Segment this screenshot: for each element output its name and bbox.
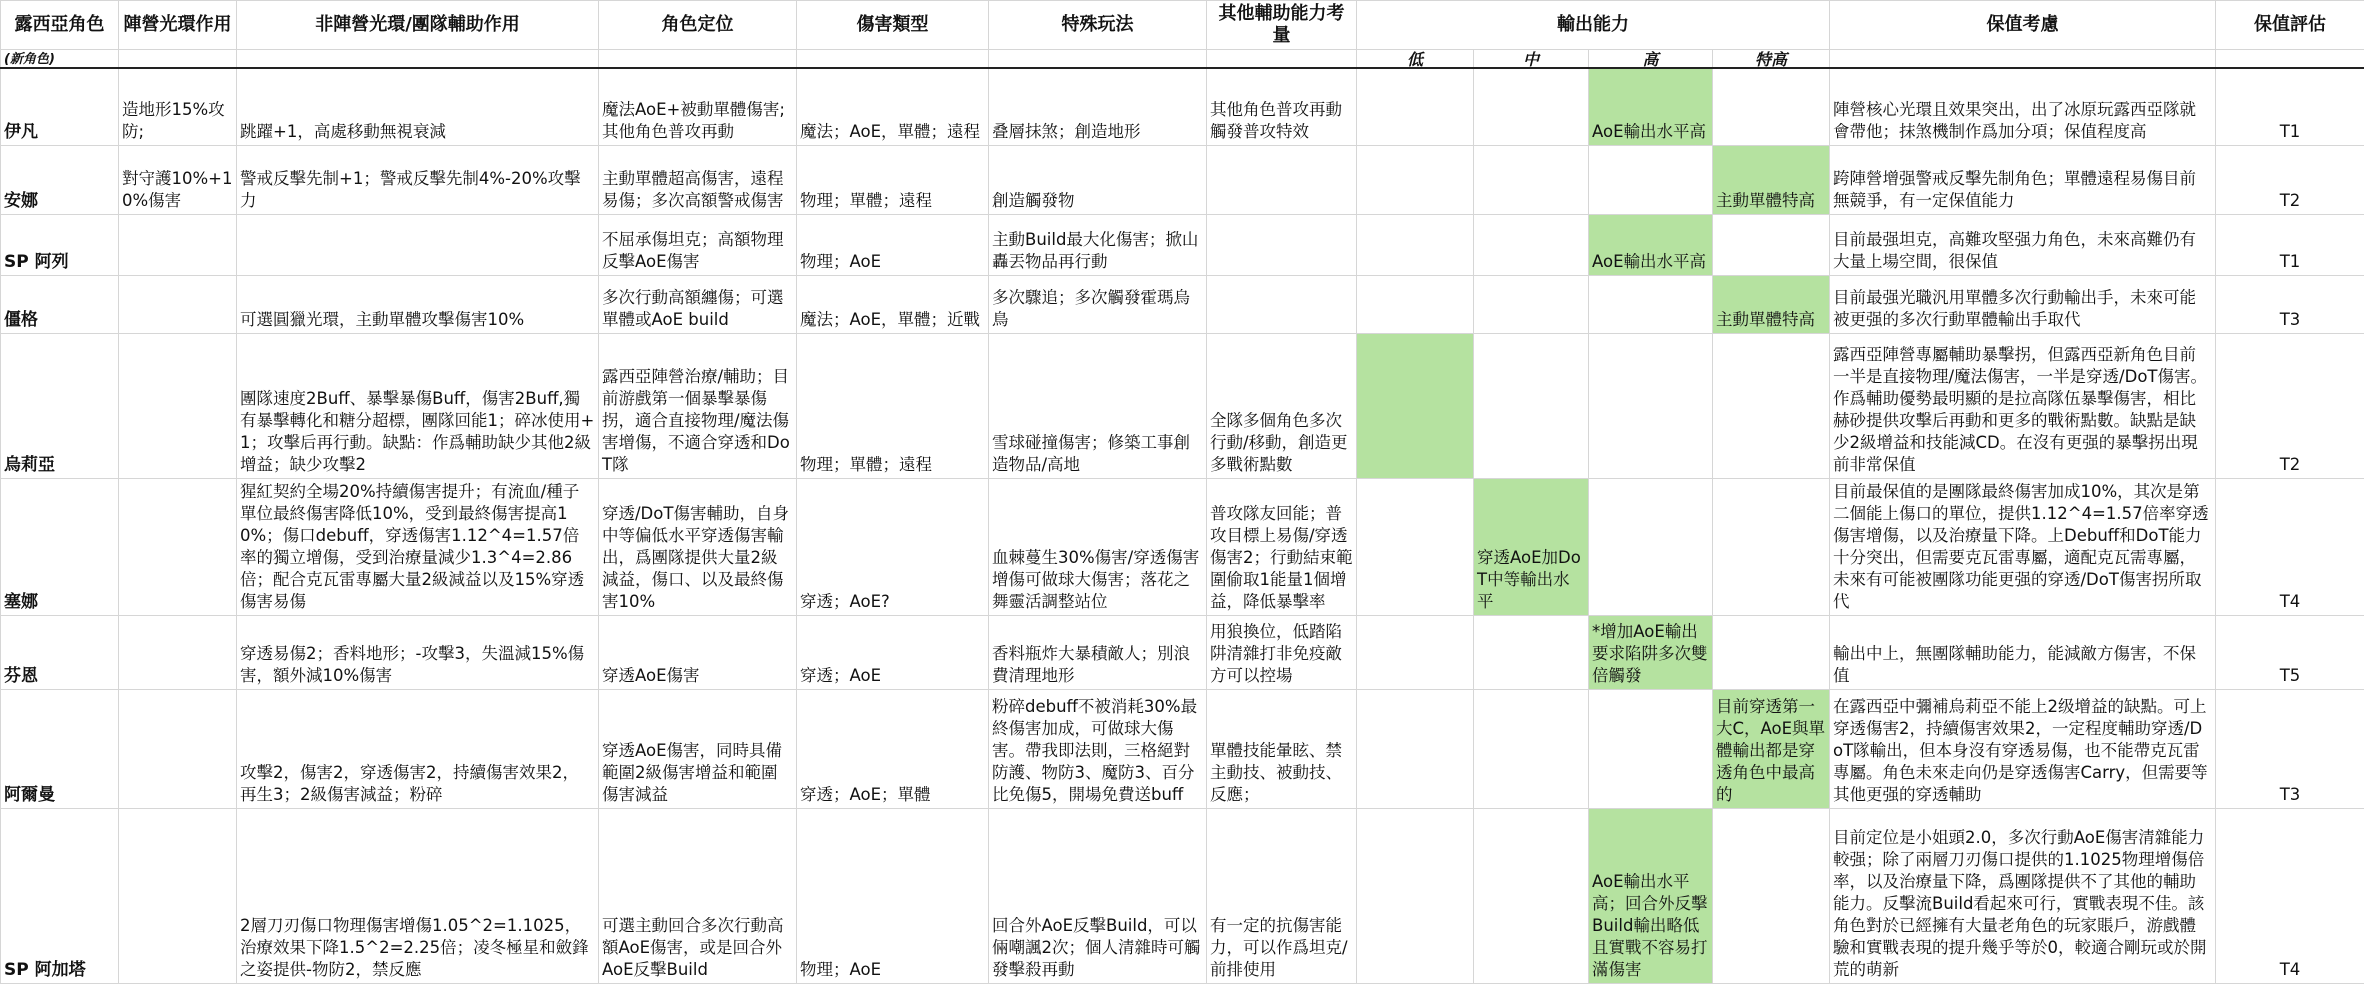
faction-cell[interactable] (119, 808, 237, 983)
position-cell[interactable]: 穿透/DoT傷害輔助，自身中等偏低水平穿透傷害輸出，爲團隊提供大量2級減益，傷口、以及最終傷害10% (599, 478, 797, 615)
nonfaction-cell[interactable]: 2層刀刃傷口物理傷害增傷1.05^2=1.1025，治療效果下降1.5^2=2.25倍；凌冬極星和斂鋒之姿提供-物防2，禁反應 (237, 808, 599, 983)
header-other-support[interactable]: 其他輔助能力考量 (1207, 1, 1357, 50)
position-cell[interactable]: 穿透AoE傷害，同時具備範圍2級傷害增益和範圍傷害減益 (599, 689, 797, 808)
other-cell[interactable] (1207, 214, 1357, 275)
role-name[interactable]: 阿爾曼 (1, 689, 119, 808)
new-role-note[interactable]: (新角色) (1, 50, 119, 69)
faction-cell[interactable] (119, 689, 237, 808)
faction-cell[interactable] (119, 478, 237, 615)
faction-cell[interactable] (119, 275, 237, 333)
faction-cell[interactable]: 對守護10%+10%傷害 (119, 145, 237, 214)
output-mid[interactable] (1474, 808, 1589, 983)
damage-cell[interactable]: 穿透；AoE (797, 615, 989, 689)
output-low[interactable] (1357, 214, 1474, 275)
nonfaction-cell[interactable]: 團隊速度2Buff、暴擊暴傷Buff，傷害2Buff,獨有暴擊轉化和糖分超標，團隊回能1；碎冰使用+1；攻擊后再行動。缺點：作爲輔助缺少其他2級增益；缺少攻擊2 (237, 333, 599, 478)
cell[interactable] (1207, 50, 1357, 69)
preserve-cell[interactable]: 在露西亞中彌補烏莉亞不能上2级增益的缺點。可上穿透傷害2，持續傷害效果2，一定程度輔助穿透/DoT隊輸出，但本身沒有穿透易傷，也不能帶克瓦雷專屬。角色未來走向仍是穿透傷害Carry，但需要等其他更强的穿透輔助 (1830, 689, 2216, 808)
rating-cell[interactable]: T2 (2216, 333, 2364, 478)
table-row (1, 145, 2364, 214)
rating-cell[interactable]: T4 (2216, 808, 2364, 983)
table-row (1, 615, 2364, 689)
output-high[interactable] (1589, 478, 1713, 615)
other-cell[interactable]: 普攻隊友回能；普攻目標上易傷/穿透傷害2；行動結束範圍偷取1能量1個增益，降低暴擊率 (1207, 478, 1357, 615)
output-low[interactable] (1357, 808, 1474, 983)
output-mid[interactable] (1474, 689, 1589, 808)
nonfaction-cell[interactable]: 跳躍+1，高處移動無視衰減 (237, 68, 599, 145)
other-cell[interactable] (1207, 145, 1357, 214)
subheader-mid[interactable]: 中 (1474, 50, 1589, 69)
preserve-cell[interactable]: 目前定位是小姐頭2.0，多次行動AoE傷害清雜能力較强；除了兩層刀刃傷口提供的1.1025物理增傷倍率，以及治療量下降，爲團隊提供不了其他的輔助能力。反擊流Build看起來可行，實戰表現不佳。該角色對於已經擁有大量老角色的玩家賬戶，游戲體驗和實戰表現的提升幾乎等於0，較適合剛玩或於開荒的萌新 (1830, 808, 2216, 983)
rating-cell[interactable]: T5 (2216, 615, 2364, 689)
output-high[interactable] (1589, 333, 1713, 478)
role-name[interactable]: SP 阿加塔 (1, 808, 119, 983)
output-very-high[interactable] (1713, 214, 1830, 275)
role-name[interactable]: SP 阿列 (1, 214, 119, 275)
output-low[interactable] (1357, 478, 1474, 615)
other-cell[interactable]: 其他角色普攻再動觸發普攻特效 (1207, 68, 1357, 145)
faction-cell[interactable] (119, 615, 237, 689)
faction-cell[interactable] (119, 333, 237, 478)
damage-cell[interactable]: 物理；AoE (797, 214, 989, 275)
rating-cell[interactable]: T2 (2216, 145, 2364, 214)
output-very-high[interactable] (1713, 808, 1830, 983)
output-very-high[interactable] (1713, 478, 1830, 615)
special-cell[interactable]: 多次驟追；多次觸發霍瑪烏鳥 (989, 275, 1207, 333)
subheader-high[interactable]: 高 (1589, 50, 1713, 69)
header-preserve[interactable]: 保值考慮 (1830, 1, 2216, 50)
cell[interactable] (599, 50, 797, 69)
position-cell[interactable]: 可選主動回合多次行動高額AoE傷害，或是回合外AoE反擊Build (599, 808, 797, 983)
position-cell[interactable]: 魔法AoE+被動單體傷害;其他角色普攻再動 (599, 68, 797, 145)
header-position[interactable]: 角色定位 (599, 1, 797, 50)
subheader-low[interactable]: 低 (1357, 50, 1474, 69)
output-low[interactable] (1357, 333, 1474, 478)
damage-cell[interactable]: 物理；單體；遠程 (797, 145, 989, 214)
output-very-high[interactable] (1713, 68, 1830, 145)
header-rating[interactable]: 保值評估 (2216, 1, 2364, 50)
output-very-high[interactable]: 主動單體特高 (1713, 145, 1830, 214)
other-cell[interactable]: 用狼換位，低踏陷阱清雜打非免疫敵方可以控場 (1207, 615, 1357, 689)
header-damage-type[interactable]: 傷害類型 (797, 1, 989, 50)
rating-cell[interactable]: T1 (2216, 214, 2364, 275)
output-mid[interactable] (1474, 275, 1589, 333)
position-cell[interactable]: 不屈承傷坦克；高額物理反擊AoE傷害 (599, 214, 797, 275)
rating-cell[interactable]: T3 (2216, 275, 2364, 333)
output-very-high[interactable] (1713, 333, 1830, 478)
output-mid[interactable] (1474, 214, 1589, 275)
output-high[interactable] (1589, 689, 1713, 808)
table-row (1, 333, 2364, 478)
damage-cell[interactable]: 穿透；AoE? (797, 478, 989, 615)
output-high[interactable]: *增加AoE輸出要求陷阱多次雙倍觸發 (1589, 615, 1713, 689)
header-output[interactable]: 輸出能力 (1357, 1, 1830, 50)
special-cell[interactable]: 粉碎debuff不被消耗30%最終傷害加成，可做球大傷害。帶我即法則，三格絕對防護、物防3、魔防3、百分比免傷5，開場免費送buff (989, 689, 1207, 808)
nonfaction-cell[interactable] (237, 214, 599, 275)
faction-cell[interactable]: 造地形15%攻防; (119, 68, 237, 145)
damage-cell[interactable]: 魔法；AoE，單體；近戰 (797, 275, 989, 333)
output-very-high[interactable] (1713, 615, 1830, 689)
preserve-cell[interactable]: 目前最强坦克，高難攻堅强力角色，未來高難仍有大量上場空間，很保值 (1830, 214, 2216, 275)
special-cell[interactable]: 叠層抹煞；創造地形 (989, 68, 1207, 145)
damage-cell[interactable]: 物理；AoE (797, 808, 989, 983)
table-row (1, 689, 2364, 808)
subheader-very-high[interactable]: 特高 (1713, 50, 1830, 69)
header-special-play[interactable]: 特殊玩法 (989, 1, 1207, 50)
preserve-cell[interactable]: 目前最强光職汎用單體多次行動輸出手，未來可能被更强的多次行動單體輸出手取代 (1830, 275, 2216, 333)
other-cell[interactable]: 單體技能暈眩、禁主動技、被動技、反應； (1207, 689, 1357, 808)
header-nonfaction-halo[interactable]: 非陣營光環/團隊輔助作用 (237, 1, 599, 50)
table-row (1, 68, 2364, 145)
role-name[interactable]: 烏莉亞 (1, 333, 119, 478)
output-very-high[interactable]: 主動單體特高 (1713, 275, 1830, 333)
position-cell[interactable]: 露西亞陣營治療/輔助；目前游戲第一個暴擊暴傷拐，適合直接物理/魔法傷害增傷，不適合穿透和DoT隊 (599, 333, 797, 478)
role-name[interactable]: 安娜 (1, 145, 119, 214)
output-low[interactable] (1357, 615, 1474, 689)
damage-cell[interactable]: 魔法；AoE，單體；遠程 (797, 68, 989, 145)
special-cell[interactable]: 主動Build最大化傷害；掀山轟丟物品再行動 (989, 214, 1207, 275)
nonfaction-cell[interactable]: 穿透易傷2；香料地形；-攻擊3，失溫減15%傷害，額外減10%傷害 (237, 615, 599, 689)
output-mid[interactable]: 穿透AoE加DoT中等輸出水平 (1474, 478, 1589, 615)
position-cell[interactable]: 穿透AoE傷害 (599, 615, 797, 689)
rating-cell[interactable]: T4 (2216, 478, 2364, 615)
output-mid[interactable] (1474, 333, 1589, 478)
special-cell[interactable]: 創造觸發物 (989, 145, 1207, 214)
preserve-cell[interactable]: 輸出中上，無團隊輔助能力，能減敵方傷害，不保值 (1830, 615, 2216, 689)
output-low[interactable] (1357, 145, 1474, 214)
table-row (1, 275, 2364, 333)
output-very-high[interactable]: 目前穿透第一大C，AoE與單體輸出都是穿透角色中最高的 (1713, 689, 1830, 808)
preserve-cell[interactable]: 目前最保值的是團隊最終傷害加成10%，其次是第二個能上傷口的單位，提供1.12^4=1.57倍率穿透傷害增傷，以及治療量下降。上Debuff和DoT能力十分突出，但需要克瓦雷專屬，適配克瓦需專屬，未來有可能被團隊功能更强的穿透/DoT傷害拐所取代 (1830, 478, 2216, 615)
cell[interactable] (1830, 50, 2216, 69)
preserve-cell[interactable]: 露西亞陣營專屬輔助暴擊拐，但露西亞新角色目前一半是直接物理/魔法傷害，一半是穿透/DoT傷害。作爲輔助優勢最明顯的是拉高隊伍暴擊傷害，相比赫砂提供攻擊后再動和更多的戰術點數。缺點是缺少2級增益和技能減CD。在沒有更强的暴擊拐出現前非常保值 (1830, 333, 2216, 478)
rating-cell[interactable]: T1 (2216, 68, 2364, 145)
damage-cell[interactable]: 物理；單體；遠程 (797, 333, 989, 478)
special-cell[interactable]: 回合外AoE反擊Build，可以倆嘲諷2次；個人清雜時可觸發擊殺再動 (989, 808, 1207, 983)
subheader-row (1, 50, 2364, 69)
role-name[interactable]: 芬恩 (1, 615, 119, 689)
table-row (1, 478, 2364, 615)
table-row (1, 808, 2364, 983)
cell[interactable] (797, 50, 989, 69)
other-cell[interactable]: 全隊多個角色多次行動/移動，創造更多戰術點數 (1207, 333, 1357, 478)
output-low[interactable] (1357, 689, 1474, 808)
role-name[interactable]: 伊凡 (1, 68, 119, 145)
damage-cell[interactable]: 穿透；AoE；單體 (797, 689, 989, 808)
output-low[interactable] (1357, 68, 1474, 145)
cell[interactable] (2216, 50, 2364, 69)
preserve-cell[interactable]: 陣營核心光環且效果突出，出了冰原玩露西亞隊就會帶他；抹煞機制作爲加分項；保值程度高 (1830, 68, 2216, 145)
output-high[interactable] (1589, 145, 1713, 214)
output-high[interactable] (1589, 275, 1713, 333)
special-cell[interactable]: 血棘蔓生30%傷害/穿透傷害增傷可做球大傷害；落花之舞靈活調整站位 (989, 478, 1207, 615)
nonfaction-cell[interactable]: 警戒反擊先制+1；警戒反擊先制4%-20%攻擊力 (237, 145, 599, 214)
output-mid[interactable] (1474, 68, 1589, 145)
other-cell[interactable]: 有一定的抗傷害能力，可以作爲坦克/前排使用 (1207, 808, 1357, 983)
header-role[interactable]: 露西亞角色 (1, 1, 119, 50)
preserve-cell[interactable]: 跨陣營增强警戒反擊先制角色；單體遠程易傷目前無競爭，有一定保值能力 (1830, 145, 2216, 214)
nonfaction-cell[interactable]: 可選圓獵光環，主動單體攻擊傷害10% (237, 275, 599, 333)
output-mid[interactable] (1474, 615, 1589, 689)
position-cell[interactable]: 主動單體超高傷害，遠程易傷；多次高額警戒傷害 (599, 145, 797, 214)
header-faction-halo[interactable]: 陣營光環作用 (119, 1, 237, 50)
table-row (1, 214, 2364, 275)
role-name[interactable]: 僵格 (1, 275, 119, 333)
output-low[interactable] (1357, 275, 1474, 333)
cell[interactable] (119, 50, 237, 69)
output-high[interactable]: AoE輸出水平高 (1589, 214, 1713, 275)
output-high[interactable]: AoE輸出水平高；回合外反擊Build輸出略低且實戰不容易打滿傷害 (1589, 808, 1713, 983)
special-cell[interactable]: 雪球碰撞傷害；修築工事創造物品/高地 (989, 333, 1207, 478)
other-cell[interactable] (1207, 275, 1357, 333)
position-cell[interactable]: 多次行動高額纏傷；可選單體或AoE build (599, 275, 797, 333)
header-row (1, 1, 2364, 50)
output-mid[interactable] (1474, 145, 1589, 214)
nonfaction-cell[interactable]: 猩紅契約全場20%持續傷害提升；有流血/種子單位最終傷害降低10%，受到最終傷害提高10%；傷口debuff，穿透傷害1.12^4=1.57倍率的獨立增傷，受到治療量減少1.3^4=2.86倍；配合克瓦雷專屬大量2級減益以及15%穿透傷害易傷 (237, 478, 599, 615)
output-high[interactable]: AoE輸出水平高 (1589, 68, 1713, 145)
nonfaction-cell[interactable]: 攻擊2，傷害2，穿透傷害2，持續傷害效果2，再生3；2級傷害減益；粉碎 (237, 689, 599, 808)
role-name[interactable]: 塞娜 (1, 478, 119, 615)
cell[interactable] (989, 50, 1207, 69)
rating-cell[interactable]: T3 (2216, 689, 2364, 808)
cell[interactable] (237, 50, 599, 69)
special-cell[interactable]: 香料瓶炸大暴積敵人；別浪費清理地形 (989, 615, 1207, 689)
faction-cell[interactable] (119, 214, 237, 275)
